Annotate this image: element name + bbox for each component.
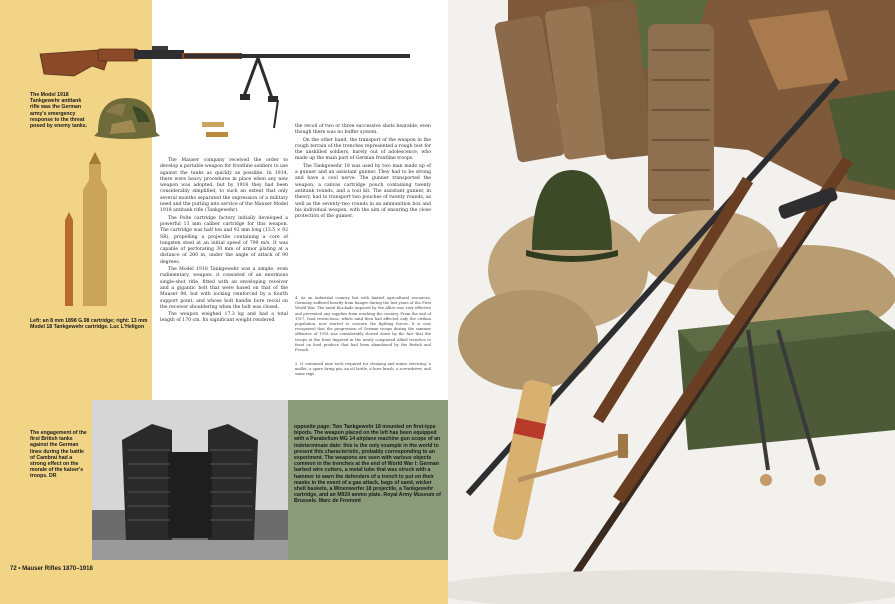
rifle-caption: The Model 1918 Tankgewehr antitank rifle was the German army's emergency response to the threat posed by enemy tanks. xyxy=(30,92,88,130)
body-text-column-1 xyxy=(160,158,288,326)
body-text-column-2 xyxy=(295,124,431,221)
cartridges-caption: Left: an 8 mm 1898 G.98 cartridge; right: 13 mm Model 18 Tankgewehr cartridge. Luc L'Heligon xyxy=(30,318,148,331)
page-folio: 72 • Mauser Rifles 1870–1918 xyxy=(10,566,93,572)
footnote-5: 5. It contained nine tools required for cleaning and minor servicing: a mallet, a spare firing pin, an oil bottle, a bore brush, a screwdriver, and some rags. xyxy=(295,362,431,377)
cartridge-small-image xyxy=(200,118,230,142)
body-paragraph: The weapon weighed 17.3 kg and had a total length of 170 cm. Its significant weight rendered xyxy=(160,312,288,324)
cartridges-image xyxy=(55,150,115,310)
helmet-image xyxy=(92,92,162,144)
trenches-caption: The engagement of the first British tanks against the German lines during the battle of Cambrai had a strong effect on the morale of the kaiser's troops. DR xyxy=(30,430,87,480)
body-paragraph: The Tankgewehr 18 was used by two man made up of a gunner and an assistant gunner. They had to be strong and have a cool nerve. The gunner transported the weapon, a canvas cartridge pouch containing twenty antitank rounds, and a tool kit. The assistant gunner, in theory, had to transport two pouches of twenty rounds, as well as the seventy-two rounds in an ammunition box and his individual weapon, with the aim of ensuring the close protection of the gunner. xyxy=(295,163,431,220)
opposite-caption-box xyxy=(288,400,448,560)
body-paragraph: The Model 1918 Tankgewehr was a simple, even rudimentary, weapon: it consisted of an enormous single-shot rifle, fitted with an enveloping receiver and a gigantic bolt that were based on that of the Mauser 98, but with locking reinforced by a fourth support point, and whose bolt handle bore recoil on the receiver shouldering when the bolt was closed. xyxy=(160,267,288,310)
right-page-photo xyxy=(448,0,895,604)
opposite-caption: opposite page: Two Tankgewehr 18 mounted on first-type bipods. The weapon placed on the left has been equipped with a Parabellum MG 14 airplane machine gun scope of an indeterminate date: this is the only example in the world to present this characteristic, probably corresponding to an experiment. The weapons are seen with various objects common in the trenches at the end of World War I: German barbed wire cutters, a metal tube that was struck with a hammer to warn the defenders of a trench to put on their masks in the event of a gas attack, bags of sand, wicker shell baskets, a Minenwerfer 18 projectile, a Tankgewehr cartridge, and an M920 ammo plate. Royal Army Museum of Brussels. Marc de Fromont xyxy=(294,424,441,505)
weapons-still-life-image xyxy=(448,0,895,604)
body-paragraph: The Mauser company received the order to develop a portable weapon for frontline soldiers to use against the tanks as quickly as possible. In 1914, there were heavy procedures in place when any new weapon was adopted, but by 1918 they had been considerably simplified, to such an extent that only several months separated the expression of a military need and the putting into service of the Mauser Model 1918 antitank rifle (Tankgewehr). xyxy=(160,158,288,214)
body-paragraph: On the other hand, the transport of the weapon in the rough terrain of the trenches represented a rough test for the unskilled soldiers, barely out of adolescence, who made up the main part of German frontline troops. xyxy=(295,137,431,162)
footnote-4: 4. As an industrial country but with limited agricultural resources, Germany suffered heavily from hunger during the last years of the First World War. The naval blockade imposed by the Allies was very effective and prevented any supplies from reaching the country. From the end of 1917, food restrictions, which until then had affected only the civilian population, now started to concern the fighting forces. It is now recognized that the progression of German troops during the summer offensive of 1918 was considerably slowed down by the fact that the troops at the front lingered in the newly conquered Allied trenches to feast on food produce that had been abandoned by the British and French. xyxy=(295,296,431,353)
tank-trench-photo xyxy=(92,400,288,560)
tank-trench-image xyxy=(92,400,288,560)
body-paragraph: the recoil of two or three successive shots bearable, even though there was no buffer system. xyxy=(295,124,431,136)
body-paragraph: The Polte cartridge factory initially developed a powerful 13 mm caliber cartridge for this weapon. The cartridge was half ton and 92 mm long (13.5 × 92 SR), propelling a projectile containing a core of tungsten steel at an initial speed of 799 m/s. It was capable of perforating 30 mm of armor plating at a distance of 200 m, under the angle of attack of 90 degrees. xyxy=(160,215,288,265)
